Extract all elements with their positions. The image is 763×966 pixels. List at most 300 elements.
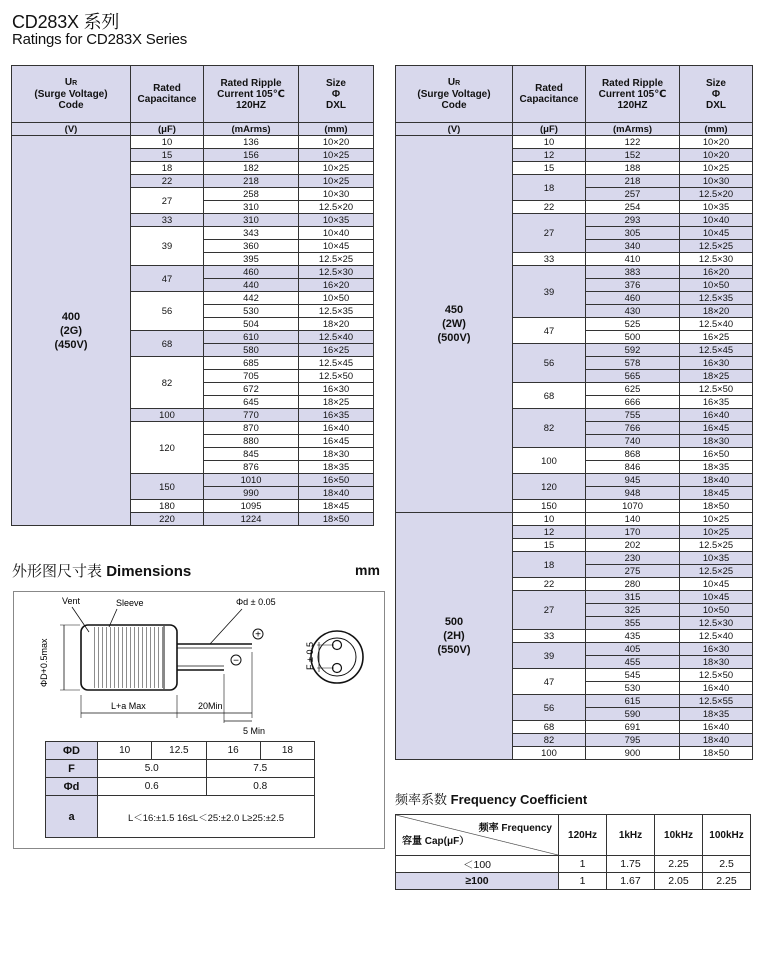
size-cell: 16×20 — [680, 266, 753, 279]
ripple-current-cell: 1010 — [204, 474, 299, 487]
ripple-current-cell: 310 — [204, 214, 299, 227]
voltage-code-line: (2G) — [60, 324, 82, 337]
ripple-current-cell: 442 — [204, 292, 299, 305]
capacitance-cell: 39 — [131, 227, 204, 266]
size-cell: 10×35 — [680, 201, 753, 214]
unit-cell: (mArms) — [586, 123, 680, 136]
frequency-title — [395, 789, 587, 808]
dim-row-d — [46, 778, 315, 796]
page-title: CD283X 系列 — [12, 12, 120, 32]
ripple-current-cell: 578 — [586, 357, 680, 370]
header-code-sub: R — [455, 80, 461, 87]
ripple-current-cell: 504 — [204, 318, 299, 331]
size-cell: 10×50 — [680, 604, 753, 617]
capacitance-cell: 68 — [513, 383, 586, 409]
capacitance-cell: 100 — [513, 747, 586, 760]
size-cell: 16×20 — [299, 279, 374, 292]
size-cell: 16×30 — [680, 357, 753, 370]
capacitance-cell: 15 — [513, 162, 586, 175]
size-cell: 18×25 — [680, 370, 753, 383]
size-cell: 16×45 — [299, 435, 374, 448]
size-cell: 10×35 — [299, 214, 374, 227]
ripple-current-cell: 280 — [586, 578, 680, 591]
size-cell: 10×20 — [299, 136, 374, 149]
lead-diameter-label: Φd ± 0.05 — [236, 597, 276, 607]
capacitance-cell: 18 — [131, 162, 204, 175]
capacitance-cell: 10 — [513, 136, 586, 149]
size-cell: 16×25 — [299, 344, 374, 357]
header-row — [396, 66, 753, 123]
frequency-col-header: 120Hz — [559, 815, 607, 856]
ripple-current-cell: 405 — [586, 643, 680, 656]
ripple-current-cell: 202 — [586, 539, 680, 552]
lead-min-label: 5 Min — [243, 726, 266, 736]
dimensions-title-en: Dimensions — [106, 563, 192, 580]
ripple-current-cell: 355 — [586, 617, 680, 630]
size-cell: 18×30 — [299, 448, 374, 461]
size-cell: 12.5×50 — [299, 370, 374, 383]
unit-cell: (mm) — [680, 123, 753, 136]
rating-row — [396, 136, 753, 149]
ripple-current-cell: 945 — [586, 474, 680, 487]
header-code-main: U — [64, 77, 73, 88]
ripple-current-cell: 500 — [586, 331, 680, 344]
frequency-cell: 1.75 — [607, 856, 655, 873]
capacitance-cell: 120 — [131, 422, 204, 474]
frequency-cell: 1.67 — [607, 873, 655, 890]
unit-cell: (V) — [396, 123, 513, 136]
size-cell: 10×45 — [299, 240, 374, 253]
dimensions-title-cn: 外形图尺寸表 — [12, 563, 103, 580]
header-ripple-current-line: 120HZ — [617, 99, 648, 111]
frequency-cell: 1 — [559, 873, 607, 890]
size-cell: 18×45 — [680, 487, 753, 500]
capacitance-cell: 47 — [513, 318, 586, 344]
capacitance-cell: 220 — [131, 513, 204, 526]
ratings-table-right — [395, 65, 753, 760]
size-cell: 12.5×25 — [680, 240, 753, 253]
size-cell: 16×50 — [299, 474, 374, 487]
ripple-current-cell: 545 — [586, 669, 680, 682]
rating-row — [396, 513, 753, 526]
capacitance-cell: 33 — [513, 253, 586, 266]
size-cell: 10×25 — [680, 513, 753, 526]
ripple-current-cell: 140 — [586, 513, 680, 526]
ripple-current-cell: 672 — [204, 383, 299, 396]
capacitance-cell: 12 — [513, 526, 586, 539]
size-cell: 10×25 — [299, 162, 374, 175]
voltage-code-line: 400 — [61, 310, 81, 323]
size-cell: 18×50 — [680, 747, 753, 760]
capacitance-cell: 150 — [131, 474, 204, 500]
minus-symbol: − — [233, 655, 239, 667]
header-capacitance-line: Capacitance — [519, 94, 579, 105]
ripple-current-cell: 188 — [586, 162, 680, 175]
dim-cell: 5.0 — [98, 760, 207, 778]
header-size-line: DXL — [326, 99, 346, 111]
ripple-current-cell: 122 — [586, 136, 680, 149]
size-cell: 10×25 — [299, 149, 374, 162]
frequency-row-label: ＜100 — [396, 856, 559, 873]
capacitance-cell: 18 — [513, 175, 586, 201]
ripple-current-cell: 136 — [204, 136, 299, 149]
voltage-code-line: 500 — [444, 616, 464, 628]
dimensions-unit: mm — [355, 562, 380, 578]
ripple-current-cell: 590 — [586, 708, 680, 721]
size-cell: 10×30 — [299, 188, 374, 201]
size-cell: 18×35 — [680, 461, 753, 474]
ripple-current-cell: 685 — [204, 357, 299, 370]
ripple-current-cell: 846 — [586, 461, 680, 474]
size-cell: 10×45 — [680, 578, 753, 591]
capacitance-cell: 33 — [513, 630, 586, 643]
ripple-current-cell: 360 — [204, 240, 299, 253]
ripple-current-cell: 645 — [204, 396, 299, 409]
dim-label-d: Φd — [46, 778, 98, 796]
size-cell: 12.5×35 — [299, 305, 374, 318]
body-length-label: L+a Max — [111, 701, 146, 711]
size-cell: 10×35 — [680, 552, 753, 565]
header-ripple-current-line: Rated Ripple — [220, 77, 282, 89]
size-cell: 16×40 — [680, 682, 753, 695]
ripple-current-cell: 257 — [586, 188, 680, 201]
ripple-current-cell: 182 — [204, 162, 299, 175]
ripple-current-cell: 230 — [586, 552, 680, 565]
capacitance-cell: 47 — [513, 669, 586, 695]
size-cell: 12.5×30 — [680, 617, 753, 630]
dim-label-F: F — [46, 760, 98, 778]
header-code-main: U — [447, 77, 456, 88]
capacitance-cell: 56 — [513, 344, 586, 383]
ripple-current-cell: 666 — [586, 396, 680, 409]
ripple-current-cell: 740 — [586, 435, 680, 448]
capacitance-cell: 120 — [513, 474, 586, 500]
size-cell: 12.5×30 — [680, 253, 753, 266]
ripple-current-cell: 455 — [586, 656, 680, 669]
ripple-current-cell: 880 — [204, 435, 299, 448]
header-code-line3: Code — [58, 100, 84, 111]
size-cell: 10×25 — [299, 175, 374, 188]
ripple-current-cell: 1095 — [204, 500, 299, 513]
size-cell: 18×25 — [299, 396, 374, 409]
header-voltage-code — [396, 66, 513, 123]
size-cell: 16×30 — [299, 383, 374, 396]
unit-cell: (mm) — [299, 123, 374, 136]
size-cell: 16×40 — [680, 721, 753, 734]
dim-cell: 0.8 — [206, 778, 315, 796]
ripple-current-cell: 990 — [204, 487, 299, 500]
size-cell: 12.5×45 — [299, 357, 374, 370]
size-cell: 12.5×50 — [680, 669, 753, 682]
header-voltage-code — [12, 66, 131, 123]
size-cell: 18×45 — [299, 500, 374, 513]
ripple-current-cell: 795 — [586, 734, 680, 747]
dim-label-a: a — [46, 796, 98, 838]
frequency-col-header: 100kHz — [703, 815, 751, 856]
ripple-current-cell: 460 — [204, 266, 299, 279]
voltage-code-line: (450V) — [54, 338, 88, 351]
header-capacitance — [513, 66, 586, 123]
unit-cell: (μF) — [131, 123, 204, 136]
ripple-current-cell: 435 — [586, 630, 680, 643]
frequency-row-label: ≥100 — [396, 873, 559, 890]
ripple-current-cell: 430 — [586, 305, 680, 318]
unit-cell: (μF) — [513, 123, 586, 136]
dim-cell: 12.5 — [152, 742, 206, 760]
header-capacitance-line: Rated — [535, 83, 563, 94]
page-subtitle: Ratings for CD283X Series — [12, 31, 188, 48]
frequency-col-header: 1kHz — [607, 815, 655, 856]
ripple-current-cell: 1224 — [204, 513, 299, 526]
frequency-corner-cell — [396, 815, 559, 856]
capacitance-cell: 10 — [513, 513, 586, 526]
frequency-header-top: 频率 Frequency — [478, 823, 552, 834]
dim-cell: 16 — [206, 742, 260, 760]
size-cell: 10×30 — [680, 175, 753, 188]
size-cell: 12.5×55 — [680, 695, 753, 708]
size-cell: 12.5×25 — [299, 253, 374, 266]
ripple-current-cell: 580 — [204, 344, 299, 357]
capacitance-cell: 82 — [513, 734, 586, 747]
size-cell: 12.5×30 — [299, 266, 374, 279]
capacitance-cell: 22 — [131, 175, 204, 188]
ripple-current-cell: 340 — [586, 240, 680, 253]
dim-row-F — [46, 760, 315, 778]
dim-a-range-2: 16≤L＜25:±2.0 — [177, 812, 240, 824]
header-size-line: Φ — [711, 88, 721, 100]
ripple-current-cell: 625 — [586, 383, 680, 396]
ripple-current-cell: 755 — [586, 409, 680, 422]
dim-a-range-1: L＜16:±1.5 — [127, 812, 175, 824]
frequency-row — [396, 873, 751, 890]
size-cell: 10×40 — [680, 214, 753, 227]
ripple-current-cell: 395 — [204, 253, 299, 266]
plus-symbol: + — [255, 629, 261, 641]
header-ripple-current-line: Current 105℃ — [598, 88, 667, 100]
capacitance-cell: 68 — [513, 721, 586, 734]
size-cell: 10×20 — [680, 149, 753, 162]
frequency-cell: 2.5 — [703, 856, 751, 873]
ripple-current-cell: 315 — [586, 591, 680, 604]
unit-row — [396, 123, 753, 136]
size-cell: 18×40 — [680, 734, 753, 747]
ripple-current-cell: 310 — [204, 201, 299, 214]
ripple-current-cell: 254 — [586, 201, 680, 214]
frequency-header-bottom: 容量 Cap(μF） — [402, 836, 470, 847]
capacitance-cell: 39 — [513, 266, 586, 318]
ripple-current-cell: 868 — [586, 448, 680, 461]
voltage-code-line: (2W) — [442, 318, 466, 330]
voltage-code-cell — [396, 136, 513, 513]
capacitance-cell: 15 — [513, 539, 586, 552]
unit-cell: (V) — [12, 123, 131, 136]
capacitance-cell: 68 — [131, 331, 204, 357]
ripple-current-cell: 705 — [204, 370, 299, 383]
frequency-row — [396, 856, 751, 873]
ratings-table-left — [11, 65, 374, 526]
capacitance-cell: 18 — [513, 552, 586, 578]
dimensions-title — [12, 560, 191, 581]
header-ripple-current-line: 120HZ — [235, 99, 266, 111]
capacitance-cell: 22 — [513, 201, 586, 214]
size-cell: 12.5×20 — [680, 188, 753, 201]
ripple-current-cell: 293 — [586, 214, 680, 227]
unit-row — [12, 123, 374, 136]
ripple-current-cell: 610 — [204, 331, 299, 344]
frequency-table — [395, 814, 751, 890]
ripple-current-cell: 766 — [586, 422, 680, 435]
capacitance-cell: 56 — [131, 292, 204, 331]
size-cell: 10×25 — [680, 526, 753, 539]
size-cell: 16×35 — [299, 409, 374, 422]
size-cell: 12.5×25 — [680, 565, 753, 578]
capacitance-cell: 82 — [513, 409, 586, 448]
voltage-code-line: (500V) — [437, 332, 471, 344]
frequency-cell: 2.25 — [703, 873, 751, 890]
ripple-current-cell: 383 — [586, 266, 680, 279]
ripple-current-cell: 530 — [204, 305, 299, 318]
header-row — [12, 66, 374, 123]
body-diameter-label: ΦD+0.5max — [39, 638, 49, 687]
size-cell: 18×30 — [680, 656, 753, 669]
capacitance-cell: 33 — [131, 214, 204, 227]
size-cell: 18×30 — [680, 435, 753, 448]
size-cell: 10×40 — [299, 227, 374, 240]
voltage-code-cell — [396, 513, 513, 760]
voltage-code-line: (550V) — [437, 644, 471, 656]
ripple-current-cell: 152 — [586, 149, 680, 162]
header-size-line: Φ — [331, 88, 341, 100]
capacitance-cell: 100 — [131, 409, 204, 422]
capacitance-cell: 56 — [513, 695, 586, 721]
vent-label: Vent — [62, 596, 81, 606]
unit-cell: (mArms) — [204, 123, 299, 136]
size-cell: 10×25 — [680, 162, 753, 175]
ripple-current-cell: 1070 — [586, 500, 680, 513]
size-cell: 12.5×25 — [680, 539, 753, 552]
capacitance-cell: 22 — [513, 578, 586, 591]
size-cell: 12.5×45 — [680, 344, 753, 357]
size-cell: 16×25 — [680, 331, 753, 344]
size-cell: 10×45 — [680, 591, 753, 604]
ripple-current-cell: 592 — [586, 344, 680, 357]
capacitance-cell: 180 — [131, 500, 204, 513]
ripple-current-cell: 770 — [204, 409, 299, 422]
size-cell: 16×35 — [680, 396, 753, 409]
capacitance-cell: 100 — [513, 448, 586, 474]
header-code-line2: (Surge Voltage) — [417, 89, 491, 100]
rating-row — [12, 136, 374, 149]
size-cell: 12.5×20 — [299, 201, 374, 214]
dim-cell: 0.6 — [98, 778, 207, 796]
ripple-current-cell: 218 — [204, 175, 299, 188]
size-cell: 12.5×35 — [680, 292, 753, 305]
size-cell: 18×35 — [299, 461, 374, 474]
voltage-code-line: (2H) — [443, 630, 465, 642]
ripple-current-cell: 275 — [586, 565, 680, 578]
ripple-current-cell: 870 — [204, 422, 299, 435]
size-cell: 12.5×40 — [680, 318, 753, 331]
capacitance-cell: 10 — [131, 136, 204, 149]
ripple-current-cell: 525 — [586, 318, 680, 331]
size-cell: 16×50 — [680, 448, 753, 461]
header-ripple-current-line: Current 105℃ — [217, 88, 285, 100]
header-size-line: DXL — [706, 99, 726, 111]
header-size-line: Size — [325, 77, 346, 89]
ripple-current-cell: 691 — [586, 721, 680, 734]
header-code-line3: Code — [441, 100, 467, 111]
size-cell: 18×40 — [680, 474, 753, 487]
dim-a-range-3: L≥25:±2.5 — [241, 812, 285, 824]
capacitance-cell: 39 — [513, 643, 586, 669]
capacitance-cell: 27 — [513, 214, 586, 253]
size-cell: 16×45 — [680, 422, 753, 435]
size-cell: 18×50 — [299, 513, 374, 526]
ripple-current-cell: 530 — [586, 682, 680, 695]
ripple-current-cell: 948 — [586, 487, 680, 500]
dim-row-D — [46, 742, 315, 760]
size-cell: 16×30 — [680, 643, 753, 656]
ripple-current-cell: 305 — [586, 227, 680, 240]
size-cell: 12.5×40 — [680, 630, 753, 643]
dim-cell: 18 — [260, 742, 314, 760]
frequency-cell: 1 — [559, 856, 607, 873]
capacitance-cell: 82 — [131, 357, 204, 409]
header-size-line: Size — [705, 77, 726, 89]
voltage-code-line: 450 — [444, 304, 464, 316]
size-cell: 12.5×40 — [299, 331, 374, 344]
header-code-sub: R — [72, 80, 78, 87]
capacitance-cell: 47 — [131, 266, 204, 292]
frequency-col-header: 10kHz — [655, 815, 703, 856]
header-capacitance — [131, 66, 204, 123]
ripple-current-cell: 170 — [586, 526, 680, 539]
ripple-current-cell: 440 — [204, 279, 299, 292]
ripple-current-cell: 460 — [586, 292, 680, 305]
pitch-label: F ± 0.5 — [305, 642, 315, 670]
frequency-cell: 2.05 — [655, 873, 703, 890]
ripple-current-cell: 376 — [586, 279, 680, 292]
size-cell: 10×50 — [299, 292, 374, 305]
size-cell: 10×50 — [680, 279, 753, 292]
size-cell: 18×40 — [299, 487, 374, 500]
dim-row-a — [46, 796, 315, 838]
size-cell: 18×50 — [680, 500, 753, 513]
header-capacitance-line: Rated — [153, 83, 181, 94]
size-cell: 10×20 — [680, 136, 753, 149]
ripple-current-cell: 565 — [586, 370, 680, 383]
header-size — [299, 66, 374, 123]
header-ripple-current-line: Rated Ripple — [601, 77, 664, 89]
header-capacitance-line: Capacitance — [137, 94, 197, 105]
capacitance-cell: 27 — [513, 591, 586, 630]
header-size — [680, 66, 753, 123]
size-cell: 18×20 — [299, 318, 374, 331]
size-cell: 18×35 — [680, 708, 753, 721]
size-cell: 10×45 — [680, 227, 753, 240]
ripple-current-cell: 615 — [586, 695, 680, 708]
capacitance-cell: 12 — [513, 149, 586, 162]
header-code-line2: (Surge Voltage) — [34, 89, 108, 100]
capacitance-cell: 150 — [513, 500, 586, 513]
size-cell: 18×20 — [680, 305, 753, 318]
ripple-current-cell: 410 — [586, 253, 680, 266]
voltage-code-cell — [12, 136, 131, 526]
dim-label-D: ΦD — [46, 742, 98, 760]
ripple-current-cell: 876 — [204, 461, 299, 474]
dim-cell: 7.5 — [206, 760, 315, 778]
ripple-current-cell: 900 — [586, 747, 680, 760]
